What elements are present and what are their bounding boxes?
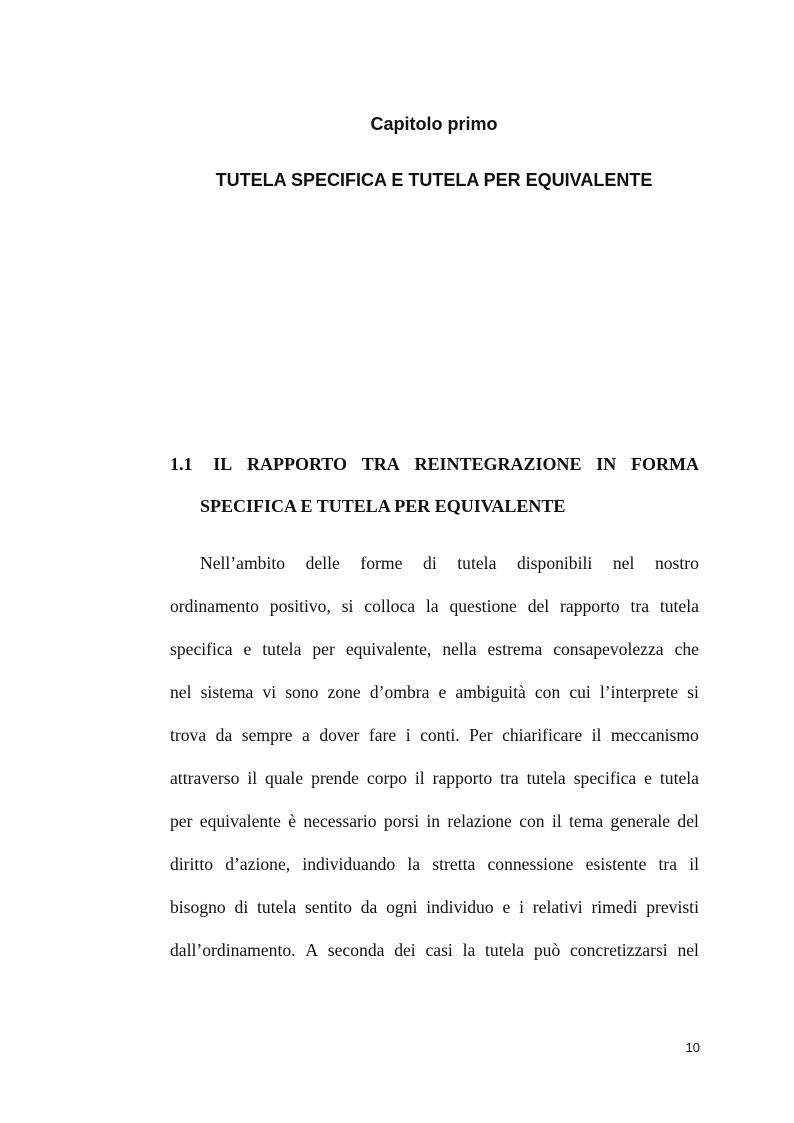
paragraph-word: forme [360,553,403,573]
paragraph-word: tutela [485,940,525,960]
paragraph-word: equivalente [199,811,281,831]
paragraph-word: il [591,725,602,745]
paragraph-word: questione [449,596,517,616]
body-paragraph [170,548,699,978]
section-heading-line1 [170,452,699,476]
paragraph-word: quale [265,768,304,788]
paragraph-line [170,763,699,806]
paragraph-word: dall’ordinamento. [170,940,296,960]
section-number: 1.1 [170,454,193,474]
paragraph-word: e [502,897,511,917]
paragraph-word: specifica [170,639,233,659]
paragraph-word: l’interprete [599,682,679,702]
paragraph-word: del [527,596,550,616]
paragraph-word: da [360,897,378,917]
paragraph-word: ambiguità [455,682,526,702]
section-heading [170,452,699,516]
section-heading-word: TRA [361,454,400,474]
paragraph-line [170,935,699,978]
paragraph-word: si [687,682,699,702]
paragraph-word: nel [612,553,635,573]
paragraph-word: sono [285,682,319,702]
paragraph-word: attraverso [170,768,240,788]
paragraph-word: relativi [532,897,583,917]
paragraph-word: il [414,768,425,788]
paragraph-word: e [438,682,447,702]
section-heading-word: IN [596,454,617,474]
section-heading-word: RAPPORTO [246,454,347,474]
paragraph-word: la [407,854,421,874]
paragraph-word: che [674,639,699,659]
paragraph-word: nella [442,639,477,659]
paragraph-word: estrema [487,639,543,659]
paragraph-word: tra [658,854,678,874]
paragraph-word: sempre [241,725,293,745]
paragraph-word: del [677,811,699,831]
paragraph-word: dei [394,940,416,960]
paragraph-word: ogni [386,897,418,917]
paragraph-word: positivo, [269,596,331,616]
paragraph-word: esistente [585,854,647,874]
paragraph-word: il [551,811,562,831]
paragraph-word: nel [170,682,192,702]
paragraph-word: nostro [654,553,699,573]
paragraph-word: nel [677,940,699,960]
paragraph-word: può [533,940,561,960]
chapter-subtitle: TUTELA SPECIFICA E TUTELA PER EQUIVALENTE [215,170,653,190]
paragraph-word: disponibili [516,553,593,573]
paragraph-word: tutela [659,596,699,616]
paragraph-word: bisogno [170,897,226,917]
paragraph-word: chiarificare [502,725,583,745]
paragraph-word: tutela [257,897,297,917]
paragraph-word: stretta [432,854,476,874]
paragraph-word: in [426,811,441,831]
paragraph-word: Nell’ambito [200,553,286,573]
paragraph-word: sentito [304,897,352,917]
paragraph-word: con [519,811,545,831]
paragraph-word: prende [311,768,359,788]
chapter-title: Capitolo primo [370,114,498,134]
paragraph-line [170,677,699,720]
paragraph-word: tra [630,596,650,616]
paragraph-word: generale [610,811,671,831]
paragraph-word: casi [425,940,453,960]
paragraph-word: e [644,768,652,788]
paragraph-word: a [302,725,310,745]
paragraph-word: sistema [200,682,254,702]
paragraph-word: per [312,639,335,659]
paragraph-word: con [534,682,561,702]
paragraph-line [170,720,699,763]
paragraph-word: seconda [327,940,385,960]
paragraph-word: colloca [364,596,416,616]
paragraph-word: rapporto [560,596,620,616]
paragraph-word: Per [469,725,493,745]
paragraph-word: la [425,596,439,616]
paragraph-word: il [689,854,699,874]
paragraph-line [170,849,699,892]
paragraph-word: tutela [457,553,497,573]
paragraph-word: delle [305,553,340,573]
paragraph-word: tema [569,811,604,831]
paragraph-word: concretizzarsi [570,940,668,960]
paragraph-word: la [462,940,476,960]
page-number: 10 [685,1040,700,1055]
paragraph-line [170,892,699,935]
paragraph-word: corpo [366,768,407,788]
paragraph-word: individuo [426,897,494,917]
paragraph-word: i [405,725,411,745]
paragraph-word: tutela [262,639,302,659]
paragraph-word: il [247,768,258,788]
paragraph-word: cui [569,682,591,702]
paragraph-word: si [341,596,354,616]
paragraph-word: consapevolezza [553,639,664,659]
paragraph-line [170,806,699,849]
section-heading-word: REINTEGRAZIONE [414,454,582,474]
paragraph-word: fare [368,725,397,745]
paragraph-word: di [423,553,437,573]
paragraph-word: i [519,897,524,917]
paragraph-word: necessario [303,811,377,831]
paragraph-word: è [288,811,296,831]
paragraph-word: rimedi [591,897,638,917]
paragraph-line [170,548,699,591]
paragraph-word: A [305,940,319,960]
section-heading-word: FORMA [630,454,699,474]
paragraph-word: d’ombra [369,682,430,702]
paragraph-word: tutela [526,768,566,788]
paragraph-word: zone [327,682,361,702]
paragraph-word: connessione [487,854,574,874]
paragraph-line [170,634,699,677]
paragraph-word: diritto [170,854,214,874]
section-heading-text-line2: SPECIFICA E TUTELA PER EQUIVALENTE [200,496,566,516]
paragraph-word: tra [500,768,519,788]
paragraph-word: conti. [420,725,460,745]
paragraph-word: equivalente, [345,639,432,659]
paragraph-word: rapporto [432,768,493,788]
paragraph-word: tutela [659,768,699,788]
paragraph-word: previsti [646,897,699,917]
paragraph-word: trova [170,725,207,745]
paragraph-word: porsi [383,811,420,831]
paragraph-word: vi [262,682,277,702]
paragraph-word: specifica [573,768,637,788]
paragraph-word: d’azione, [225,854,291,874]
paragraph-word: ordinamento [170,596,259,616]
paragraph-word: relazione [447,811,512,831]
paragraph-word: di [234,897,249,917]
paragraph-word: per [170,811,193,831]
paragraph-word: da [215,725,233,745]
paragraph-word: meccanismo [610,725,699,745]
paragraph-line [170,591,699,634]
section-heading-word: IL [213,454,233,474]
paragraph-word: individuando [302,854,396,874]
paragraph-word: e [243,639,252,659]
paragraph-word: dover [319,725,360,745]
